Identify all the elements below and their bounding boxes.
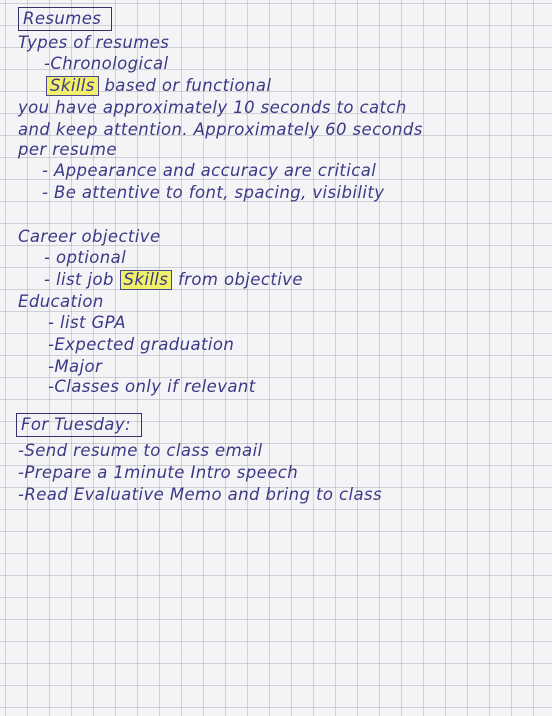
task-read-memo: -Read Evaluative Memo and bring to class: [18, 485, 382, 504]
type-skills-rest: based or functional: [104, 76, 272, 95]
skills-highlight-2: Skills: [120, 270, 173, 290]
education-heading: Education: [18, 292, 104, 311]
para-line-2: and keep attention. Approximately 60 seconds: [18, 120, 423, 139]
task-prepare-speech: -Prepare a 1minute Intro speech: [18, 463, 299, 482]
para-line-1: you have approximately 10 seconds to catch: [18, 98, 407, 117]
career-objective-heading: Career objective: [18, 227, 161, 246]
resumes-title: Resumes: [18, 7, 112, 31]
bullet-attentive: - Be attentive to font, spacing, visibility: [42, 183, 385, 202]
bullet-appearance: - Appearance and accuracy are critical: [42, 161, 377, 180]
career-list-pre: - list job: [44, 270, 114, 289]
skills-highlight-1: Skills: [46, 76, 99, 96]
career-list-post: from objective: [177, 270, 303, 289]
for-tuesday-title: For Tuesday:: [16, 413, 142, 437]
edu-graduation: -Expected graduation: [48, 335, 235, 354]
types-heading: Types of resumes: [18, 33, 170, 52]
para-line-3: per resume: [18, 140, 117, 159]
type-skills-based: [46, 75, 271, 97]
edu-gpa: - list GPA: [48, 313, 126, 332]
task-send-resume: -Send resume to class email: [18, 441, 263, 460]
type-chronological: -Chronological: [44, 54, 169, 73]
edu-classes: -Classes only if relevant: [48, 377, 256, 396]
edu-major: -Major: [48, 357, 103, 376]
career-list-skills: [44, 269, 303, 291]
career-optional: - optional: [44, 248, 127, 267]
